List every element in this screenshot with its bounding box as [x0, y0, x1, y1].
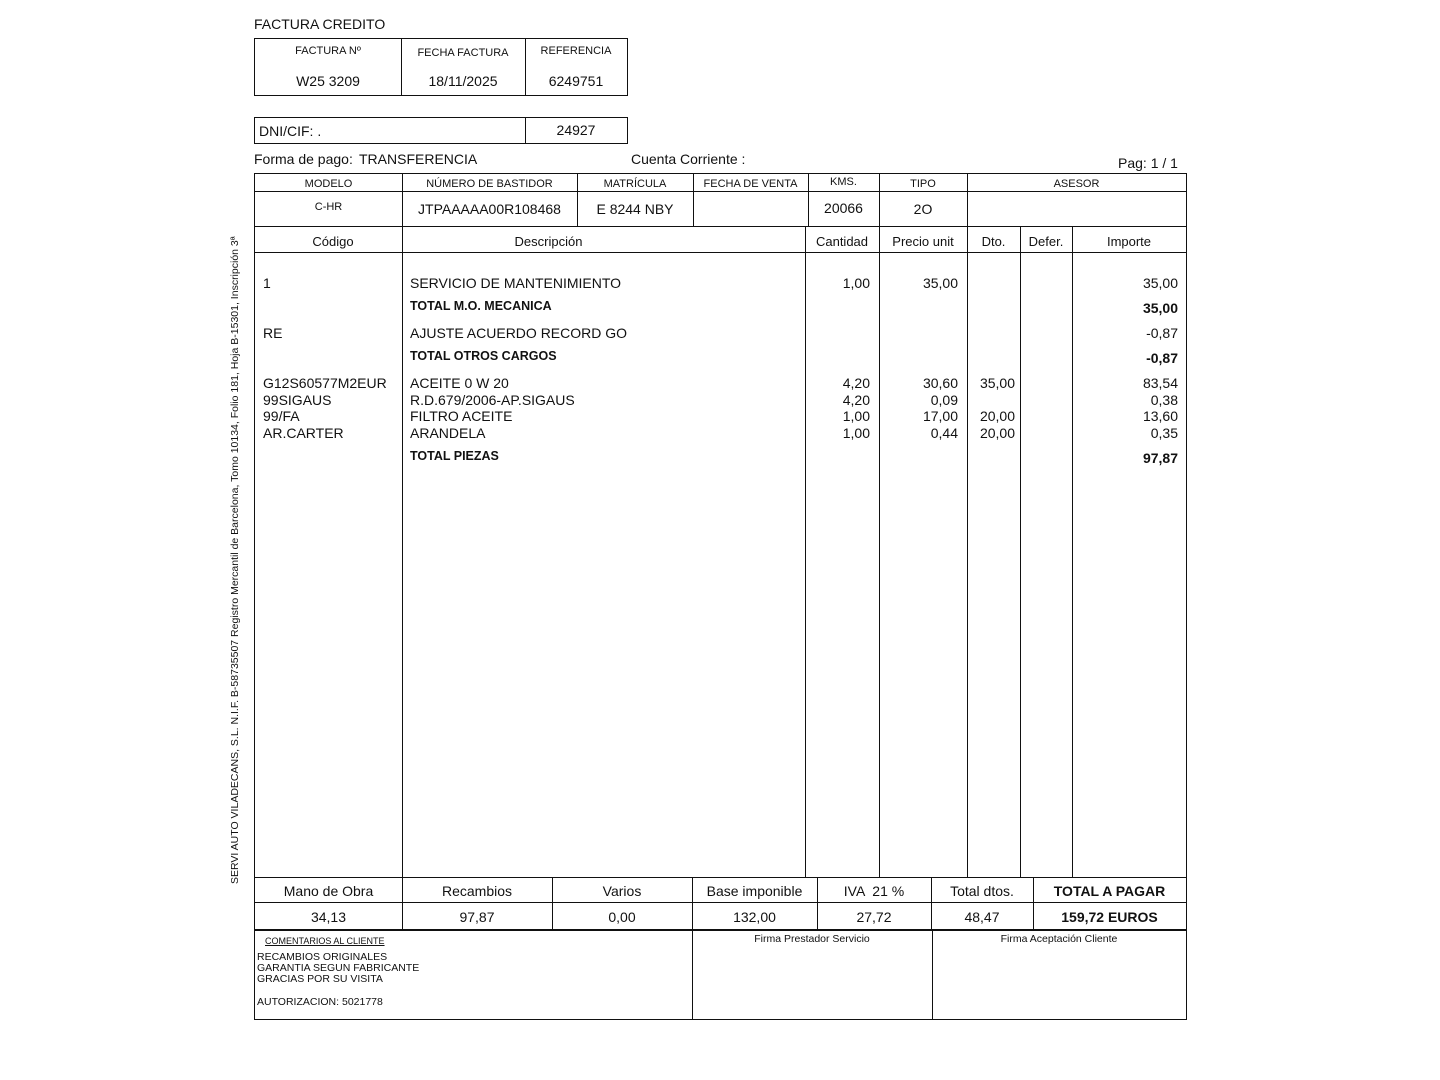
- vin-label: NÚMERO DE BASTIDOR: [426, 178, 553, 190]
- invoice-date-label: FECHA FACTURA: [417, 47, 509, 59]
- subtotal-labor-label: TOTAL M.O. MECANICA: [410, 299, 552, 313]
- line-amount: -0,87: [1146, 325, 1178, 341]
- subtotal-parts-amount: 97,87: [1142, 450, 1178, 466]
- part-unit-price: 30,60: [922, 375, 958, 391]
- reference-number: 6249751: [548, 73, 604, 89]
- kms-label: KMS.: [830, 176, 857, 188]
- part-unit-price: 0,44: [930, 424, 958, 441]
- plate-label: MATRÍCULA: [603, 178, 667, 190]
- company-registry-note: SERVI AUTO VILADECANS, S.L. N.I.F. B-58735507 Registro Mercantil de Barcelona, Tomo 10134, Folio 181, Hoja B-15301, Inscripción 3ª: [229, 236, 241, 884]
- vin-value: JTPAAAAA00R108468: [418, 201, 561, 217]
- labor-total-value: 34,13: [310, 909, 347, 925]
- client-code: 24927: [556, 122, 596, 138]
- totals-box: [254, 877, 1187, 931]
- part-quantity: 4,20: [842, 375, 870, 391]
- col-unit-price-header: Precio unit: [892, 233, 954, 249]
- misc-total-value: 0,00: [608, 909, 636, 925]
- vehicle-info-box: [254, 173, 1187, 227]
- part-amount: 13,60: [1142, 408, 1178, 424]
- parts-total-value: 97,87: [459, 909, 495, 925]
- vat-label: IVA 21 %: [843, 883, 905, 899]
- comment-line: RECAMBIOS ORIGINALES: [257, 951, 388, 963]
- line-description: SERVICIO DE MANTENIMIENTO: [410, 275, 622, 291]
- discounts-total-label: Total dtos.: [950, 883, 1014, 899]
- line-amount: 35,00: [1142, 275, 1178, 291]
- kms-value: 20066: [824, 200, 863, 216]
- part-code: 99SIGAUS: [263, 391, 332, 408]
- comment-line: GRACIAS POR SU VISITA: [257, 973, 383, 985]
- col-quantity-header: Cantidad: [815, 233, 869, 249]
- reference-label: REFERENCIA: [540, 45, 612, 57]
- part-description: R.D.679/2006-AP.SIGAUS: [410, 391, 575, 408]
- page-number: Pag: 1 / 1: [1118, 155, 1178, 171]
- part-description: FILTRO ACEITE: [410, 408, 513, 424]
- part-code: G12S60577M2EUR: [263, 375, 387, 391]
- part-description: ARANDELA: [410, 424, 486, 441]
- authorization-number: AUTORIZACION: 5021778: [257, 996, 383, 1008]
- client-signature-label: Firma Aceptación Cliente: [1000, 933, 1118, 945]
- part-discount: 20,00: [979, 424, 1015, 441]
- part-discount: 35,00: [979, 375, 1015, 391]
- taxable-base-label: Base imponible: [706, 883, 803, 899]
- line-code: 1: [263, 275, 271, 291]
- invoice-header-box: [254, 38, 628, 96]
- payment-method: TRANSFERENCIA: [359, 151, 478, 167]
- misc-total-label: Varios: [602, 883, 642, 899]
- type-label: TIPO: [910, 178, 936, 190]
- part-unit-price: 17,00: [922, 408, 958, 424]
- col-discount-header: Dto.: [981, 233, 1006, 249]
- part-quantity: 4,20: [842, 391, 870, 408]
- part-amount: 83,54: [1142, 375, 1178, 391]
- plate-value: E 8244 NBY: [596, 201, 674, 217]
- part-quantity: 1,00: [842, 408, 870, 424]
- part-unit-price: 0,09: [930, 391, 958, 408]
- subtotal-other-label: TOTAL OTROS CARGOS: [410, 349, 557, 363]
- footer-box: [254, 929, 1187, 1020]
- comments-title: COMENTARIOS AL CLIENTE: [265, 936, 385, 946]
- payment-method-label: Forma de pago:: [254, 151, 353, 167]
- part-description: ACEITE 0 W 20: [410, 375, 509, 391]
- taxable-base-value: 132,00: [733, 909, 776, 925]
- part-code: 99/FA: [263, 408, 300, 424]
- sale-date-value: [693, 198, 808, 220]
- col-deferred-header: Defer.: [1028, 233, 1064, 249]
- vat-value: 27,72: [856, 909, 892, 925]
- part-amount: 0,38: [1150, 391, 1178, 408]
- invoice-date: 18/11/2025: [428, 73, 498, 89]
- col-description-header: Descripción: [514, 233, 583, 249]
- sale-date-label: FECHA DE VENTA: [703, 178, 798, 190]
- line-description: AJUSTE ACUERDO RECORD GO: [410, 325, 628, 341]
- invoice-number: W25 3209: [296, 73, 360, 89]
- col-amount-header: Importe: [1106, 233, 1152, 249]
- part-code: AR.CARTER: [263, 424, 344, 441]
- comment-line: GARANTIA SEGUN FABRICANTE: [257, 962, 420, 974]
- discounts-total-value: 48,47: [964, 909, 1000, 925]
- part-quantity: 1,00: [842, 424, 870, 441]
- advisor-label: ASESOR: [1053, 178, 1100, 190]
- dni-box: [254, 117, 628, 144]
- subtotal-parts-label: TOTAL PIEZAS: [410, 449, 499, 463]
- subtotal-labor-amount: 35,00: [1142, 300, 1178, 316]
- line-quantity: 1,00: [842, 275, 870, 291]
- part-discount: 20,00: [979, 408, 1015, 424]
- type-value: 2O: [913, 201, 933, 217]
- model-value: C-HR: [314, 201, 343, 213]
- labor-total-label: Mano de Obra: [283, 883, 374, 899]
- part-amount: 0,35: [1150, 424, 1178, 441]
- dni-label: DNI/CIF: .: [259, 123, 322, 139]
- invoice-lines-table: [254, 226, 1187, 878]
- current-account-label: Cuenta Corriente :: [631, 151, 746, 167]
- amount-due-label: TOTAL A PAGAR: [1053, 883, 1166, 899]
- line-unit-price: 35,00: [922, 275, 958, 291]
- subtotal-other-amount: -0,87: [1146, 350, 1178, 366]
- document-title: FACTURA CREDITO: [254, 16, 386, 32]
- invoice-number-label: FACTURA Nº: [295, 45, 361, 57]
- col-code-header: Código: [312, 233, 354, 249]
- parts-total-label: Recambios: [441, 883, 513, 899]
- provider-signature-label: Firma Prestador Servicio: [754, 933, 870, 945]
- model-label: MODELO: [304, 178, 353, 190]
- line-code: RE: [263, 325, 283, 341]
- advisor-value: [967, 198, 1186, 220]
- amount-due-value: 159,72 EUROS: [1061, 909, 1158, 925]
